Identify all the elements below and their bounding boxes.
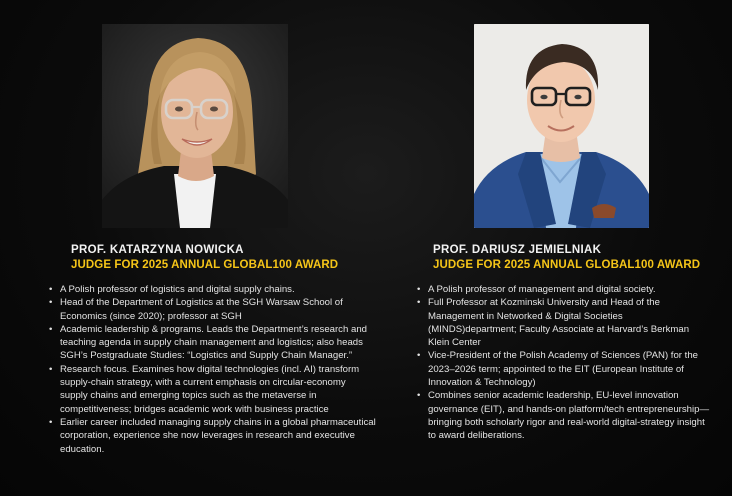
portrait-photo-nowicka [102, 24, 288, 228]
judge-name: PROF. DARIUSZ JEMIELNIAK [433, 244, 602, 256]
judge-role: JUDGE FOR 2025 ANNUAL GLOBAL100 AWARD [71, 259, 339, 271]
judge-bio-list [416, 283, 712, 443]
bio-bullet: • Combines senior academic leadership, EU-level innovation governance (EIT), and hands-on platform/tech entrepreneurship—bringing both scholarly rigor and real-world digital-strategy insight to award deliberations. [416, 389, 712, 442]
bio-bullet: • Vice-President of the Polish Academy of Sciences (PAN) for the 2023–2026 term; appointed to the EIT (European Institute of Innovation & Technology) [416, 349, 712, 389]
judge-name: PROF. KATARZYNA NOWICKA [71, 244, 244, 256]
portrait-photo-jemielniak [474, 24, 649, 228]
bio-bullet: • Research focus. Examines how digital technologies (incl. AI) transform supply-chain strategy, with a current emphasis on circular-economy supply chains and emerging topics such as the metaverse in competitiveness; bridges academic work with business practice [48, 363, 376, 416]
bio-bullet: • Head of the Department of Logistics at the SGH Warsaw School of Economics (since 2020); professor at SGH [48, 296, 376, 323]
bio-bullet: • Academic leadership & programs. Leads the Department’s research and teaching agenda in supply chain management and logistics; also heads SGH’s Postgraduate Studies: “Logistics and Supply Chain Manager.” [48, 323, 376, 363]
judge-role: JUDGE FOR 2025 ANNUAL GLOBAL100 AWARD [433, 259, 701, 271]
bio-bullet: • Earlier career included managing supply chains in a global pharmaceutical corporation, experience she now leverages in research and executive education. [48, 416, 376, 456]
bio-bullet: • A Polish professor of logistics and digital supply chains. [48, 283, 376, 296]
bio-bullet: • A Polish professor of management and digital society. [416, 283, 712, 296]
bio-bullet: • Full Professor at Kozminski University and Head of the Management in Networked & Digital Societies (MINDS)department; Faculty Associate at Harvard’s Berkman Klein Center [416, 296, 712, 349]
judge-bio-list [48, 283, 376, 456]
